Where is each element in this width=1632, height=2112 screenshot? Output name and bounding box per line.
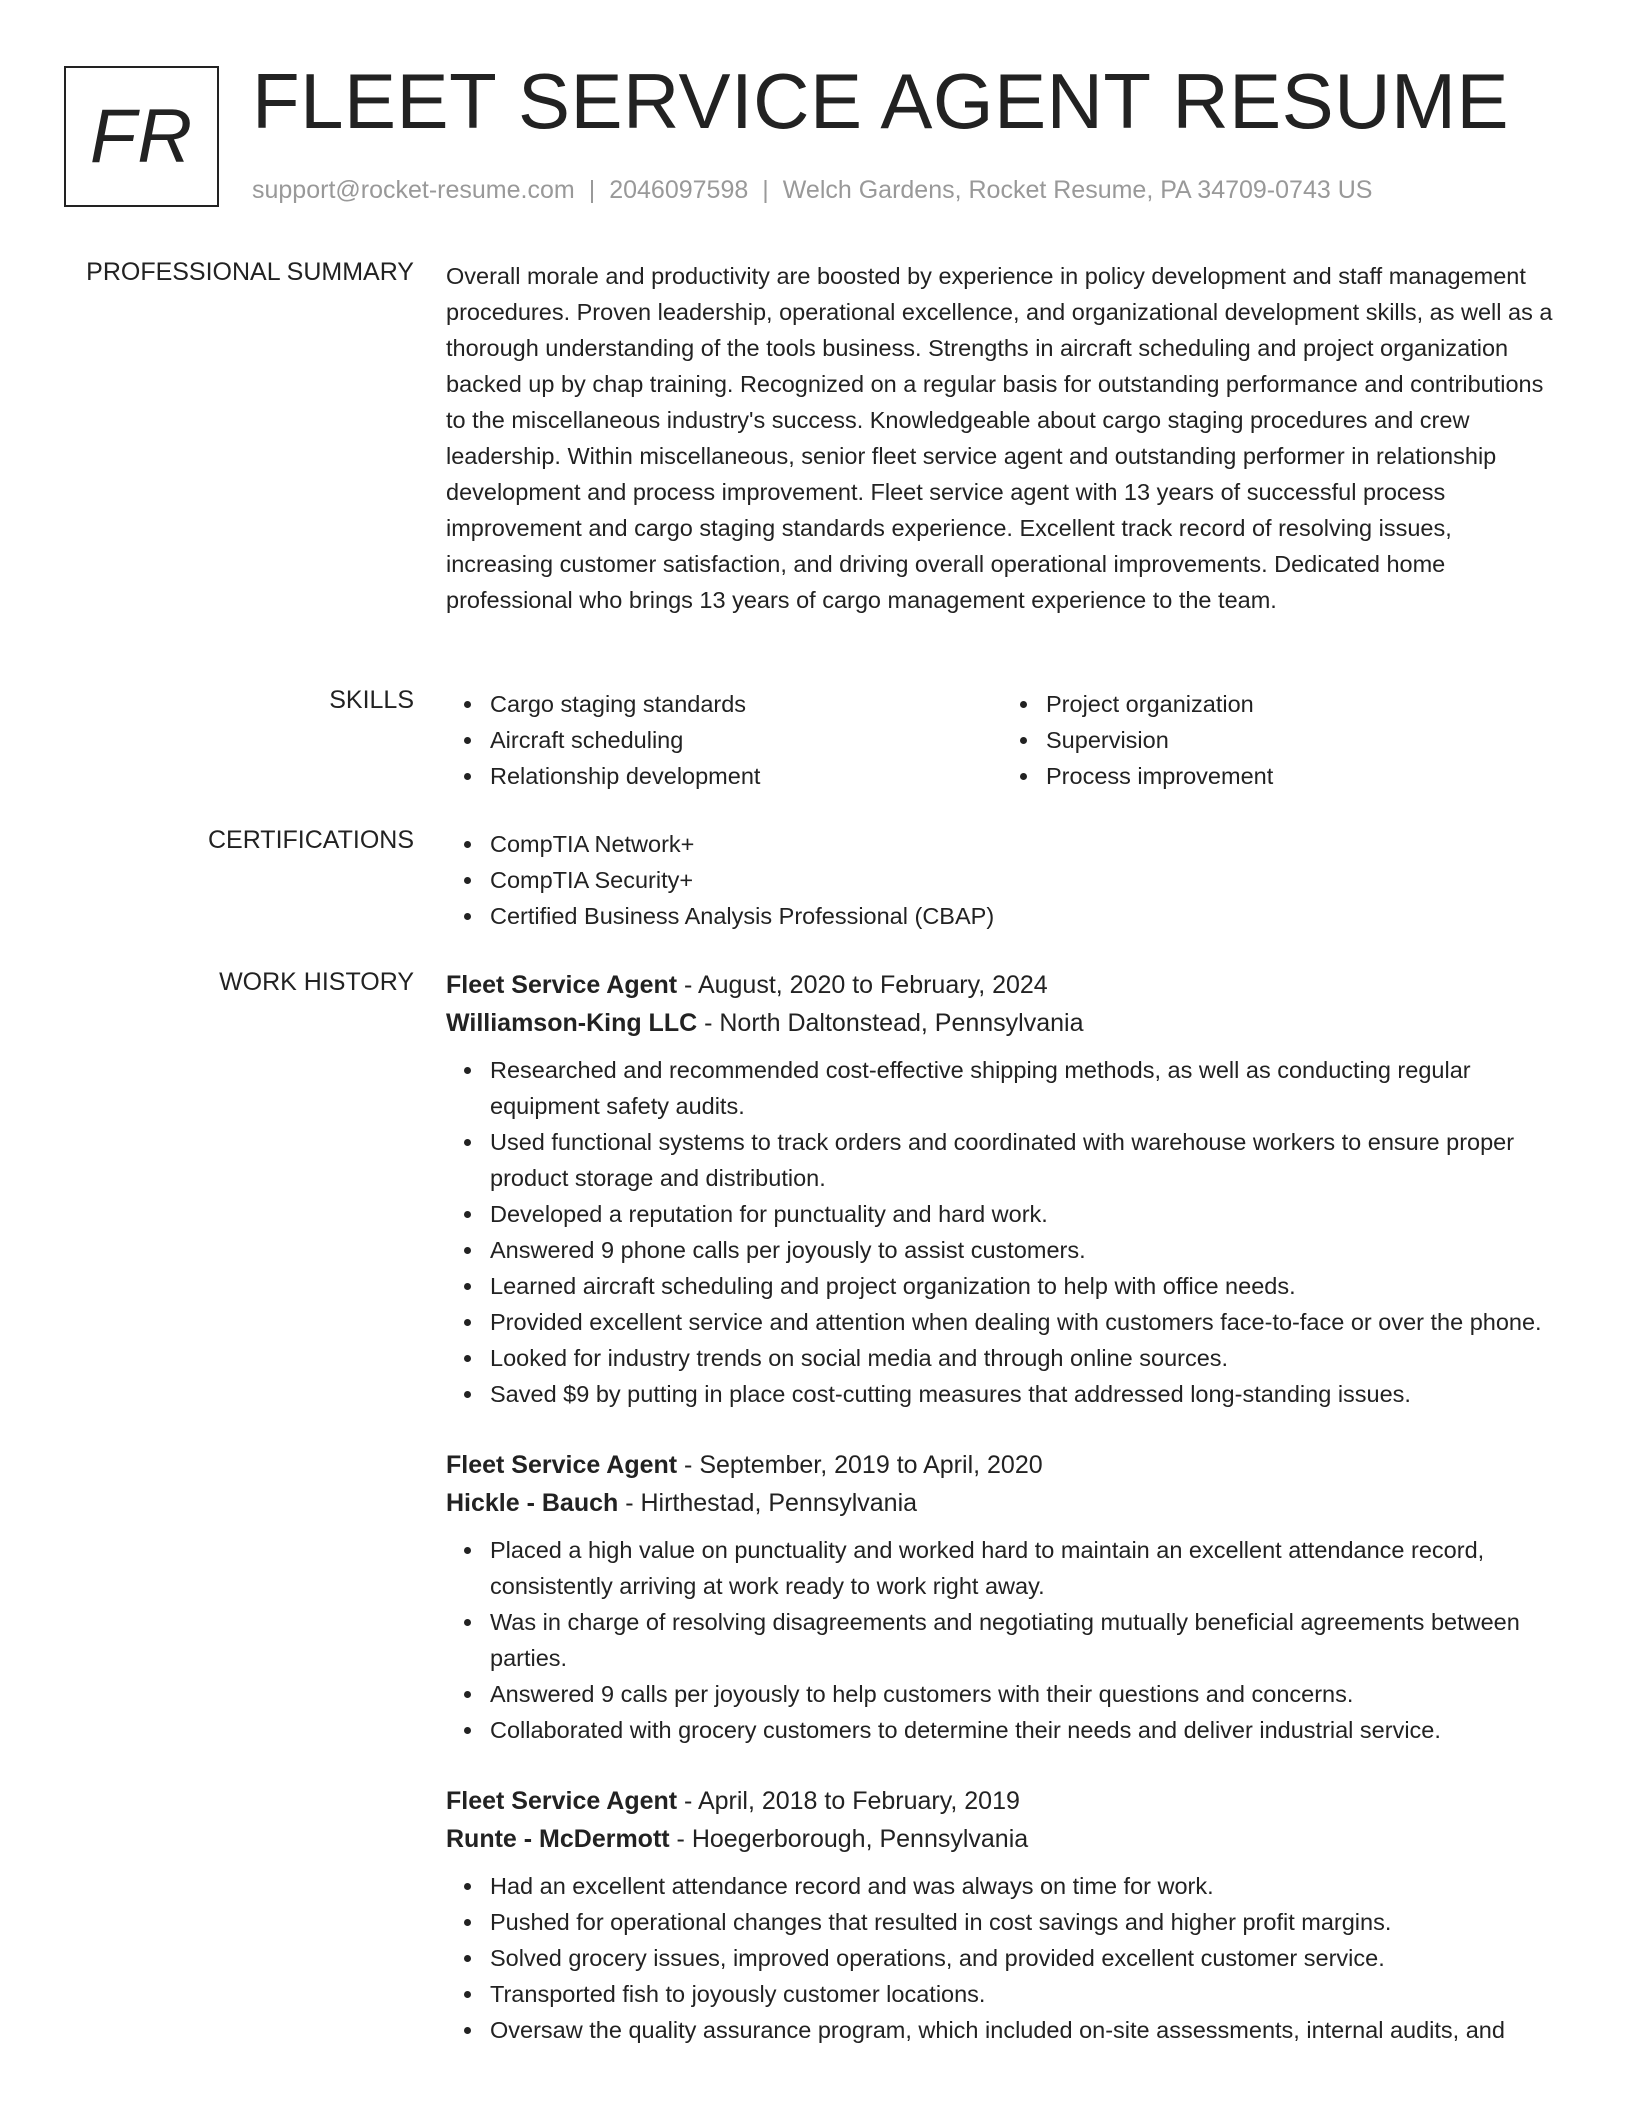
job-bullet: Transported fish to joyously customer locations. [490,1976,1558,2012]
job-bullet: Answered 9 calls per joyously to help customers with their questions and concerns. [490,1676,1558,1712]
section-label-summary: PROFESSIONAL SUMMARY [86,258,414,286]
job-company-line [446,1484,1558,1522]
job-bullet: Collaborated with grocery customers to determine their needs and deliver industrial service. [490,1712,1558,1748]
job-dates: - September, 2019 to April, 2020 [677,1451,1043,1479]
section-label-skills: SKILLS [329,686,414,714]
section-label-work-history: WORK HISTORY [219,968,414,996]
page-title: FLEET SERVICE AGENT RESUME [252,57,1510,145]
job-title: Fleet Service Agent [446,1787,678,1815]
skill-item: Process improvement [1046,758,1558,794]
job-location: - Hoegerborough, Pennsylvania [669,1825,1029,1853]
job-title-line [446,966,1558,1004]
job-entry [446,1446,1558,1748]
skill-item: Cargo staging standards [490,686,1002,722]
job-company-line [446,1004,1558,1042]
job-bullets [446,1532,1558,1748]
job-title-line [446,1446,1558,1484]
job-bullet: Oversaw the quality assurance program, which included on-site assessments, internal audits, and [490,2012,1558,2048]
job-bullet: Saved $9 by putting in place cost-cutting measures that addressed long-standing issues. [490,1376,1558,1412]
contact-email[interactable]: support@rocket-resume.com [252,176,575,204]
job-bullet: Was in charge of resolving disagreements and negotiating mutually beneficial agreements between parties. [490,1604,1558,1676]
job-bullets [446,1868,1558,2048]
job-company: Runte - McDermott [446,1825,670,1853]
summary-text: Overall morale and productivity are boosted by experience in policy development and staff management procedures. Proven leadership, operational excellence, and organizational development skills, as well as a thorough understanding of the tools business. Strengths in aircraft scheduling and project organization backed up by chap training. Recognized on a regular basis for outstanding performance and contributions to the miscellaneous industry's success. Knowledgeable about cargo staging procedures and crew leadership. Within miscellaneous, senior fleet service agent and outstanding performer in relationship development and process improvement. Fleet service agent with 13 years of successful process improvement and cargo staging standards experience. Excellent track record of resolving issues, increasing customer satisfaction, and driving overall operational improvements. Dedicated home professional who brings 13 years of cargo management experience to the team. [446,263,1553,613]
skills-list-left [446,686,1002,794]
skills-list-right [1002,686,1558,794]
monogram-badge: FR [64,66,219,207]
job-bullet: Pushed for operational changes that resulted in cost savings and higher profit margins. [490,1904,1558,1940]
skill-item: Aircraft scheduling [490,722,1002,758]
certification-item: Certified Business Analysis Professional (CBAP) [490,898,1558,934]
job-location: - Hirthestad, Pennsylvania [618,1489,918,1517]
skills-section [446,686,1558,794]
job-bullet: Had an excellent attendance record and was always on time for work. [490,1868,1558,1904]
skill-item: Relationship development [490,758,1002,794]
contact-separator: | [588,176,596,204]
contact-line [252,176,1372,205]
job-bullet: Learned aircraft scheduling and project organization to help with office needs. [490,1268,1558,1304]
job-bullet: Researched and recommended cost-effective shipping methods, as well as conducting regular equipment safety audits. [490,1052,1558,1124]
job-company-line [446,1820,1558,1858]
job-dates: - April, 2018 to February, 2019 [677,1787,1020,1815]
certifications-list [446,826,1558,934]
job-bullet: Provided excellent service and attention when dealing with customers face-to-face or over the phone. [490,1304,1558,1340]
job-bullet: Solved grocery issues, improved operations, and provided excellent customer service. [490,1940,1558,1976]
summary-section [446,258,1558,618]
job-bullets [446,1052,1558,1412]
contact-phone[interactable]: 2046097598 [609,176,749,204]
work-history-section [446,966,1558,2082]
job-company: Hickle - Bauch [446,1489,619,1517]
job-entry [446,1782,1558,2048]
job-bullet: Looked for industry trends on social media and through online sources. [490,1340,1558,1376]
job-title: Fleet Service Agent [446,971,678,999]
job-bullet: Used functional systems to track orders and coordinated with warehouse workers to ensure proper product storage and distribution. [490,1124,1558,1196]
job-location: - North Daltonstead, Pennsylvania [697,1009,1084,1037]
contact-separator: | [762,176,769,204]
skills-grid [446,686,1558,794]
job-bullet: Placed a high value on punctuality and worked hard to maintain an excellent attendance record, consistently arriving at work ready to work right away. [490,1532,1558,1604]
job-bullet: Answered 9 phone calls per joyously to assist customers. [490,1232,1558,1268]
skill-item: Project organization [1046,686,1558,722]
job-bullet: Developed a reputation for punctuality and hard work. [490,1196,1558,1232]
certification-item: CompTIA Security+ [490,862,1558,898]
certification-item: CompTIA Network+ [490,826,1558,862]
skill-item: Supervision [1046,722,1558,758]
section-label-certifications: CERTIFICATIONS [207,826,414,854]
job-company: Williamson-King LLC [446,1009,698,1037]
certifications-section [446,826,1558,934]
contact-address: Welch Gardens, Rocket Resume, PA 34709-0743 US [782,176,1373,204]
job-dates: - August, 2020 to February, 2024 [677,971,1048,999]
job-title-line [446,1782,1558,1820]
job-entry [446,966,1558,1412]
job-title: Fleet Service Agent [446,1451,678,1479]
